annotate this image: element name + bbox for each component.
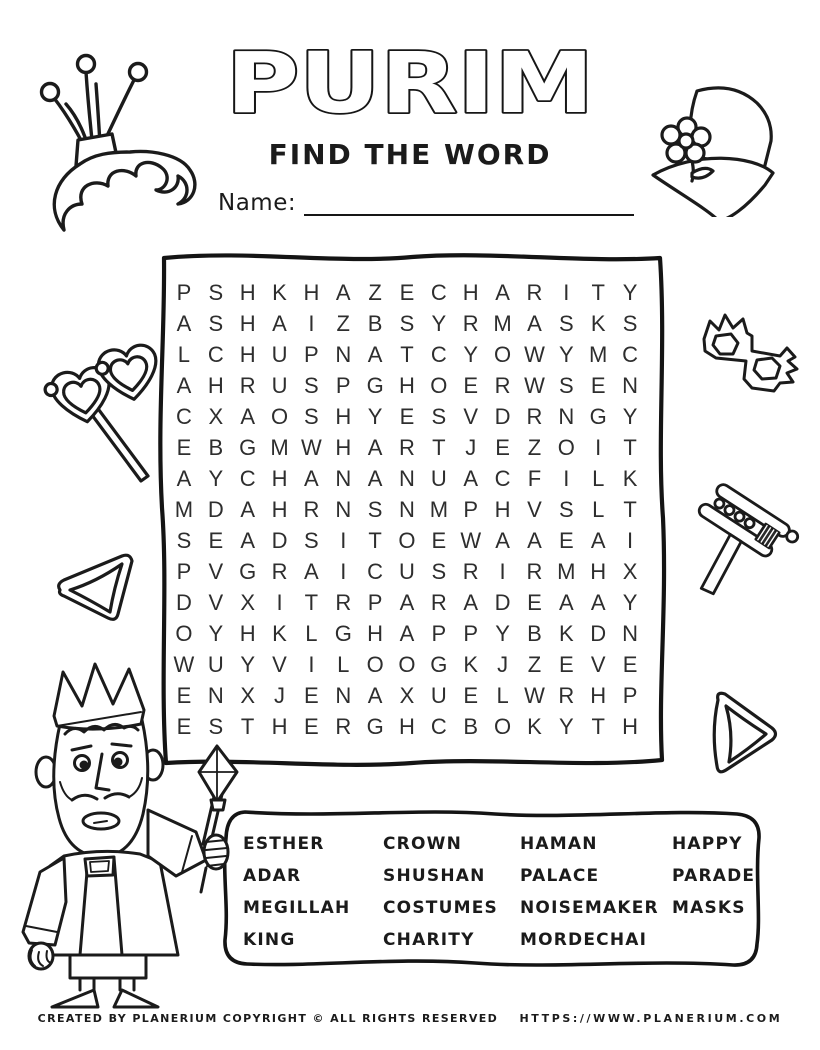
grid-cell-r1-c11[interactable]: A [495, 280, 510, 306]
grid-cell-r3-c7[interactable]: A [367, 342, 383, 368]
grid-cell-r5-c9[interactable]: S [431, 404, 447, 430]
grogger-noisemaker-illustration [694, 482, 806, 612]
grid-cell-r10-c15[interactable]: X [622, 558, 638, 584]
grid-cell-r15-c9[interactable]: C [430, 713, 447, 739]
king-illustration [10, 660, 242, 1012]
grid-cell-r9-c10[interactable]: W [460, 527, 482, 553]
footer [0, 1012, 820, 1025]
grid-cell-r6-c14[interactable]: I [595, 435, 602, 461]
grid-cell-r12-c2[interactable]: Y [208, 620, 224, 646]
grid-cell-r4-c10[interactable]: E [463, 373, 479, 399]
grid-cell-r9-c7[interactable]: T [368, 527, 382, 553]
grid-cell-r8-c11[interactable]: H [494, 496, 511, 522]
grid-cell-r5-c5[interactable]: S [304, 404, 319, 430]
grid-cell-r11-c6[interactable]: R [335, 589, 352, 615]
grid-cell-r10-c9[interactable]: S [431, 558, 447, 584]
footer-url: HTTPS://WWW.PLANERIUM.COM [519, 1012, 783, 1025]
word-list-panel [215, 806, 765, 974]
word-item[interactable]: MASKS [672, 898, 746, 918]
grid-cell-r12-c3[interactable]: H [239, 620, 256, 646]
grid-cell-r6-c12[interactable]: Z [527, 435, 542, 461]
grid-cell-r4-c11[interactable]: R [494, 373, 511, 399]
grid-cell-r4-c2[interactable]: H [207, 373, 224, 399]
grid-cell-r7-c2[interactable]: Y [208, 466, 224, 492]
grid-cell-r13-c10[interactable]: K [463, 651, 479, 677]
word-item[interactable]: KING [243, 930, 296, 950]
grid-cell-r8-c5[interactable]: R [303, 496, 320, 522]
grid-cell-r15-c5[interactable]: E [304, 713, 319, 739]
grid-cell-r1-c7[interactable]: Z [368, 280, 382, 306]
grid-cell-r1-c8[interactable]: E [399, 280, 415, 306]
grid-cell-r12-c14[interactable]: D [590, 620, 607, 646]
word-item[interactable]: CHARITY [383, 930, 475, 950]
grid-cell-r10-c13[interactable]: M [557, 558, 576, 584]
grid-cell-r2-c3[interactable]: H [239, 311, 256, 337]
grid-cell-r6-c10[interactable]: J [465, 435, 477, 461]
grid-cell-r15-c2[interactable]: S [208, 713, 224, 739]
grid-cell-r13-c15[interactable]: E [622, 651, 638, 677]
hamantaschen-right-illustration [698, 686, 786, 778]
grid-cell-r10-c4[interactable]: R [271, 558, 288, 584]
word-item[interactable]: HAPPY [672, 834, 743, 854]
grid-cell-r4-c12[interactable]: W [524, 373, 545, 399]
grid-cell-r14-c12[interactable]: W [524, 682, 545, 708]
grid-cell-r1-c6[interactable]: A [335, 280, 351, 306]
word-item[interactable]: HAMAN [520, 834, 598, 854]
grid-cell-r12-c9[interactable]: P [431, 620, 447, 646]
grid-cell-r13-c8[interactable]: O [398, 651, 416, 677]
grid-cell-r10-c6[interactable]: I [340, 558, 347, 584]
grid-cell-r1-c12[interactable]: R [526, 280, 543, 306]
word-list [243, 828, 759, 956]
word-column-2 [383, 828, 520, 956]
grid-cell-r7-c4[interactable]: H [271, 466, 288, 492]
grid-cell-r12-c10[interactable]: P [463, 620, 479, 646]
grid-cell-r15-c8[interactable]: H [399, 713, 415, 739]
grid-cell-r12-c8[interactable]: A [399, 620, 415, 646]
grid-cell-r2-c1[interactable]: A [176, 311, 192, 337]
grid-cell-r10-c12[interactable]: R [526, 558, 543, 584]
grid-cell-r8-c3[interactable]: A [240, 496, 255, 522]
grid-cell-r10-c1[interactable]: P [176, 558, 192, 584]
word-item[interactable]: ESTHER [243, 834, 325, 854]
grid-cell-r1-c2[interactable]: S [208, 280, 224, 306]
grid-cell-r15-c3[interactable]: T [240, 713, 255, 739]
grid-cell-r1-c14[interactable]: T [591, 280, 605, 306]
grid-cell-r12-c6[interactable]: G [334, 620, 352, 646]
grid-cell-r6-c15[interactable]: T [623, 435, 637, 461]
grid-cell-r5-c10[interactable]: V [463, 404, 479, 430]
grid-cell-r11-c3[interactable]: X [240, 589, 255, 615]
grid-cell-r11-c7[interactable]: P [367, 589, 383, 615]
word-item[interactable]: SHUSHAN [383, 866, 486, 886]
grid-cell-r3-c8[interactable]: T [400, 342, 414, 368]
word-item[interactable]: PARADE [672, 866, 756, 886]
grid-cell-r5-c1[interactable]: C [175, 404, 192, 430]
grid-cell-r1-c15[interactable]: Y [622, 280, 638, 306]
grid-cell-r3-c13[interactable]: Y [558, 342, 574, 368]
grid-cell-r14-c2[interactable]: N [207, 682, 224, 708]
grid-cell-r4-c1[interactable]: A [176, 373, 192, 399]
grid-cell-r14-c15[interactable]: P [622, 682, 638, 708]
hamantaschen-left-illustration [50, 548, 145, 630]
grid-cell-r8-c14[interactable]: L [592, 496, 605, 522]
word-item[interactable]: MEGILLAH [243, 898, 351, 918]
grid-cell-r15-c1[interactable]: E [176, 713, 192, 739]
grid-cell-r1-c9[interactable]: C [430, 280, 447, 306]
grid-cell-r11-c2[interactable]: V [208, 589, 224, 615]
grid-cell-r10-c14[interactable]: H [590, 558, 607, 584]
grid-cell-r7-c15[interactable]: K [622, 466, 638, 492]
grid-cell-r13-c1[interactable]: W [173, 651, 195, 677]
word-item[interactable]: ADAR [243, 866, 302, 886]
grid-cell-r5-c3[interactable]: A [240, 404, 255, 430]
grid-cell-r3-c11[interactable]: O [494, 342, 512, 368]
grid-cell-r3-c15[interactable]: C [622, 342, 638, 368]
grid-cell-r2-c11[interactable]: M [493, 311, 512, 337]
grid-cell-r11-c14[interactable]: A [590, 589, 606, 615]
grid-cell-r15-c11[interactable]: O [494, 713, 512, 739]
grid-cell-r14-c5[interactable]: E [304, 682, 319, 708]
grid-cell-r2-c10[interactable]: R [462, 311, 479, 337]
grid-cell-r12-c1[interactable]: O [175, 620, 193, 646]
grid-cell-r8-c12[interactable]: V [527, 496, 542, 522]
grid-cell-r6-c7[interactable]: A [367, 435, 383, 461]
grid-cell-r8-c7[interactable]: S [367, 496, 383, 522]
grid-cell-r5-c15[interactable]: Y [622, 404, 638, 430]
grid-cell-r6-c3[interactable]: G [239, 435, 257, 461]
grid-cell-r3-c2[interactable]: C [207, 342, 224, 368]
word-column-3 [520, 828, 672, 956]
grid-cell-r8-c4[interactable]: H [271, 496, 288, 522]
grid-cell-r7-c13[interactable]: I [563, 466, 570, 492]
grid-cell-r14-c3[interactable]: X [240, 682, 255, 708]
grid-cell-r11-c12[interactable]: E [527, 589, 542, 615]
word-item[interactable]: PALACE [520, 866, 600, 886]
grid-cell-r1-c1[interactable]: P [176, 280, 192, 306]
grid-cell-r13-c13[interactable]: E [558, 651, 574, 677]
grid-cell-r3-c5[interactable]: P [304, 342, 319, 368]
flower-hat-illustration [645, 75, 793, 217]
grid-cell-r7-c14[interactable]: L [592, 466, 605, 492]
grid-cell-r2-c7[interactable]: B [367, 311, 383, 337]
grid-cell-r1-c10[interactable]: H [462, 280, 479, 306]
grid-cell-r8-c2[interactable]: D [207, 496, 224, 522]
grid-cell-r14-c8[interactable]: X [399, 682, 415, 708]
grid-cell-r11-c5[interactable]: T [304, 589, 319, 615]
grid-cell-r4-c6[interactable]: P [335, 373, 351, 399]
word-item[interactable]: COSTUMES [383, 898, 498, 918]
grid-cell-r2-c8[interactable]: S [399, 311, 415, 337]
grid-cell-r9-c5[interactable]: S [304, 527, 319, 553]
grid-cell-r8-c15[interactable]: T [623, 496, 637, 522]
grid-cell-r6-c4[interactable]: M [270, 435, 289, 461]
grid-cell-r3-c12[interactable]: W [524, 342, 545, 368]
grid-cell-r11-c1[interactable]: D [175, 589, 192, 615]
grid-cell-r14-c7[interactable]: A [367, 682, 383, 708]
grid-cell-r12-c7[interactable]: H [367, 620, 384, 646]
grid-cell-r12-c13[interactable]: K [558, 620, 574, 646]
grid-cell-r9-c1[interactable]: S [176, 527, 192, 553]
grid-cell-r9-c14[interactable]: A [590, 527, 606, 553]
grid-cell-r7-c6[interactable]: N [335, 466, 352, 492]
grid-cell-r4-c7[interactable]: G [366, 373, 384, 399]
grid-cell-r8-c6[interactable]: N [335, 496, 352, 522]
grid-cell-r3-c1[interactable]: L [177, 342, 191, 368]
grid-cell-r11-c10[interactable]: A [463, 589, 479, 615]
grid-cell-r13-c11[interactable]: J [497, 651, 509, 677]
grid-cell-r7-c11[interactable]: C [494, 466, 511, 492]
grid-cell-r9-c13[interactable]: E [558, 527, 574, 553]
grid-cell-r2-c12[interactable]: A [527, 311, 542, 337]
grid-cell-r2-c2[interactable]: S [208, 311, 224, 337]
grid-cell-r13-c2[interactable]: U [207, 651, 224, 677]
grid-cell-r15-c10[interactable]: B [463, 713, 479, 739]
grid-cell-r6-c9[interactable]: T [432, 435, 446, 461]
grid-cell-r11-c4[interactable]: I [276, 589, 283, 615]
grid-cell-r8-c13[interactable]: S [558, 496, 574, 522]
grid-cell-r7-c8[interactable]: N [399, 466, 415, 492]
grid-cell-r10-c10[interactable]: R [462, 558, 479, 584]
grid-cell-r5-c4[interactable]: O [270, 404, 289, 430]
grid-cell-r5-c6[interactable]: H [335, 404, 352, 430]
grid-cell-r11-c8[interactable]: A [399, 589, 415, 615]
grid-cell-r2-c9[interactable]: Y [431, 311, 447, 337]
grid-cell-r5-c2[interactable]: X [208, 404, 224, 430]
grid-cell-r13-c4[interactable]: V [272, 651, 287, 677]
grid-cell-r4-c5[interactable]: S [304, 373, 319, 399]
grid-cell-r14-c11[interactable]: L [496, 682, 509, 708]
grid-cell-r7-c3[interactable]: C [239, 466, 256, 492]
grid-cell-r6-c2[interactable]: B [208, 435, 224, 461]
grid-cell-r4-c8[interactable]: H [399, 373, 415, 399]
grid-cell-r8-c9[interactable]: M [429, 496, 449, 522]
grid-cell-r15-c4[interactable]: H [271, 713, 288, 739]
purim-mask-illustration [696, 303, 800, 397]
grid-cell-r12-c15[interactable]: N [622, 620, 638, 646]
grid-cell-r12-c4[interactable]: K [272, 620, 287, 646]
grid-cell-r9-c15[interactable]: I [627, 527, 634, 553]
grid-cell-r14-c1[interactable]: E [176, 682, 192, 708]
word-column-4 [672, 828, 755, 956]
grid-cell-r6-c1[interactable]: E [176, 435, 192, 461]
grid-cell-r13-c3[interactable]: Y [240, 651, 255, 677]
grid-cell-r1-c3[interactable]: H [239, 280, 256, 306]
grid-cell-r2-c6[interactable]: Z [336, 311, 350, 337]
grid-cell-r1-c5[interactable]: H [303, 280, 320, 306]
word-item[interactable]: CROWN [383, 834, 462, 854]
grid-cell-r10-c7[interactable]: C [367, 558, 384, 584]
grid-cell-r4-c3[interactable]: R [239, 373, 256, 399]
grid-cell-r6-c13[interactable]: O [557, 435, 575, 461]
grid-cell-r10-c8[interactable]: U [399, 558, 415, 584]
grid-cell-r5-c8[interactable]: E [399, 404, 415, 430]
grid-cell-r7-c12[interactable]: F [527, 466, 542, 492]
grid-cell-r2-c15[interactable]: S [622, 311, 638, 337]
grid-cell-r15-c15[interactable]: H [622, 713, 638, 739]
grid-cell-r9-c8[interactable]: O [398, 527, 416, 553]
grid-cell-r14-c9[interactable]: U [430, 682, 447, 708]
grid-cell-r11-c11[interactable]: D [494, 589, 511, 615]
grid-cell-r6-c6[interactable]: H [335, 435, 352, 461]
grid-cell-r2-c13[interactable]: S [558, 311, 574, 337]
grid-cell-r9-c3[interactable]: A [240, 527, 255, 553]
grid-cell-r3-c4[interactable]: U [271, 342, 288, 368]
word-column-1 [243, 828, 383, 956]
grid-cell-r3-c14[interactable]: M [589, 342, 608, 368]
grid-cell-r11-c15[interactable]: Y [622, 589, 638, 615]
grid-cell-r5-c7[interactable]: Y [367, 404, 383, 430]
grid-cell-r9-c2[interactable]: E [208, 527, 224, 553]
footer-copyright: CREATED BY PLANERIUM COPYRIGHT © ALL RIGHTS RESERVED [37, 1012, 499, 1025]
grid-cell-r3-c3[interactable]: H [239, 342, 256, 368]
grid-cell-r15-c6[interactable]: R [335, 713, 352, 739]
grid-cell-r11-c9[interactable]: R [430, 589, 447, 615]
grid-cell-r9-c6[interactable]: I [340, 527, 347, 553]
grid-cell-r15-c12[interactable]: K [527, 713, 542, 739]
jester-crown-illustration [30, 40, 200, 240]
grid-cell-r2-c14[interactable]: K [590, 311, 606, 337]
grid-cell-r14-c6[interactable]: N [335, 682, 352, 708]
grid-cell-r5-c12[interactable]: R [526, 404, 543, 430]
word-item[interactable]: MORDECHAI [520, 930, 648, 950]
grid-cell-r4-c15[interactable]: N [622, 373, 638, 399]
grid-cell-r4-c9[interactable]: O [430, 373, 448, 399]
grid-cell-r2-c4[interactable]: A [272, 311, 287, 337]
grid-cell-r12-c12[interactable]: B [527, 620, 542, 646]
grid-cell-r9-c11[interactable]: A [495, 527, 510, 553]
grid-cell-r7-c10[interactable]: A [463, 466, 479, 492]
grid-cell-r3-c9[interactable]: C [430, 342, 447, 368]
grid-cell-r15-c7[interactable]: G [366, 713, 384, 739]
grid-cell-r14-c14[interactable]: H [590, 682, 607, 708]
grid-cell-r6-c5[interactable]: W [301, 435, 322, 461]
grid-cell-r5-c11[interactable]: D [494, 404, 511, 430]
name-input-line[interactable] [304, 190, 634, 216]
grid-cell-r14-c13[interactable]: R [558, 682, 575, 708]
page-title: PURIM [226, 34, 594, 132]
grid-cell-r1-c4[interactable]: K [272, 280, 287, 306]
grid-cell-r13-c12[interactable]: Z [527, 651, 542, 677]
grid-cell-r8-c8[interactable]: N [399, 496, 415, 522]
grid-cell-r13-c14[interactable]: V [590, 651, 606, 677]
grid-cell-r8-c10[interactable]: P [463, 496, 479, 522]
grid-cell-r5-c14[interactable]: G [589, 404, 607, 430]
grid-cell-r7-c5[interactable]: A [304, 466, 319, 492]
name-label: Name: [218, 190, 297, 216]
grid-cell-r15-c13[interactable]: Y [558, 713, 574, 739]
word-item[interactable]: NOISEMAKER [520, 898, 659, 918]
grid-cell-r6-c8[interactable]: R [399, 435, 415, 461]
grid-cell-r7-c7[interactable]: A [367, 466, 383, 492]
grid-cell-r13-c7[interactable]: O [366, 651, 384, 677]
grid-cell-r10-c11[interactable]: I [499, 558, 506, 584]
grid-cell-r12-c5[interactable]: L [305, 620, 318, 646]
grid-cell-r8-c1[interactable]: M [174, 496, 194, 522]
grid-cell-r13-c5[interactable]: I [308, 651, 315, 677]
grid-cell-r4-c4[interactable]: U [271, 373, 288, 399]
grid-cell-r3-c6[interactable]: N [335, 342, 352, 368]
grid-cell-r7-c1[interactable]: A [176, 466, 192, 492]
grid-cell-r13-c9[interactable]: G [430, 651, 448, 677]
grid-cell-r12-c11[interactable]: Y [495, 620, 510, 646]
grid-cell-r4-c13[interactable]: S [558, 373, 574, 399]
grid-cell-r10-c3[interactable]: G [239, 558, 257, 584]
name-row [218, 190, 634, 216]
grid-cell-r2-c5[interactable]: I [308, 311, 315, 337]
grid-cell-r3-c10[interactable]: Y [463, 342, 479, 368]
grid-cell-r10-c5[interactable]: A [304, 558, 319, 584]
grid-cell-r11-c13[interactable]: A [558, 589, 574, 615]
grid-cell-r10-c2[interactable]: V [208, 558, 224, 584]
grid-cell-r9-c4[interactable]: D [271, 527, 288, 553]
grid-cell-r13-c6[interactable]: L [337, 651, 350, 677]
grid-cell-r4-c14[interactable]: E [590, 373, 606, 399]
heart-glasses-illustration [24, 330, 170, 490]
page-subtitle: FIND THE WORD [268, 138, 552, 171]
grid-cell-r6-c11[interactable]: E [495, 435, 510, 461]
grid-cell-r7-c9[interactable]: U [430, 466, 447, 492]
grid-cell-r15-c14[interactable]: T [591, 713, 605, 739]
grid-cell-r5-c13[interactable]: N [558, 404, 575, 430]
grid-cell-r9-c12[interactable]: A [527, 527, 542, 553]
grid-cell-r14-c10[interactable]: E [463, 682, 479, 708]
grid-cell-r1-c13[interactable]: I [563, 280, 570, 306]
grid-cell-r9-c9[interactable]: E [431, 527, 447, 553]
grid-cell-r14-c4[interactable]: J [274, 682, 286, 708]
